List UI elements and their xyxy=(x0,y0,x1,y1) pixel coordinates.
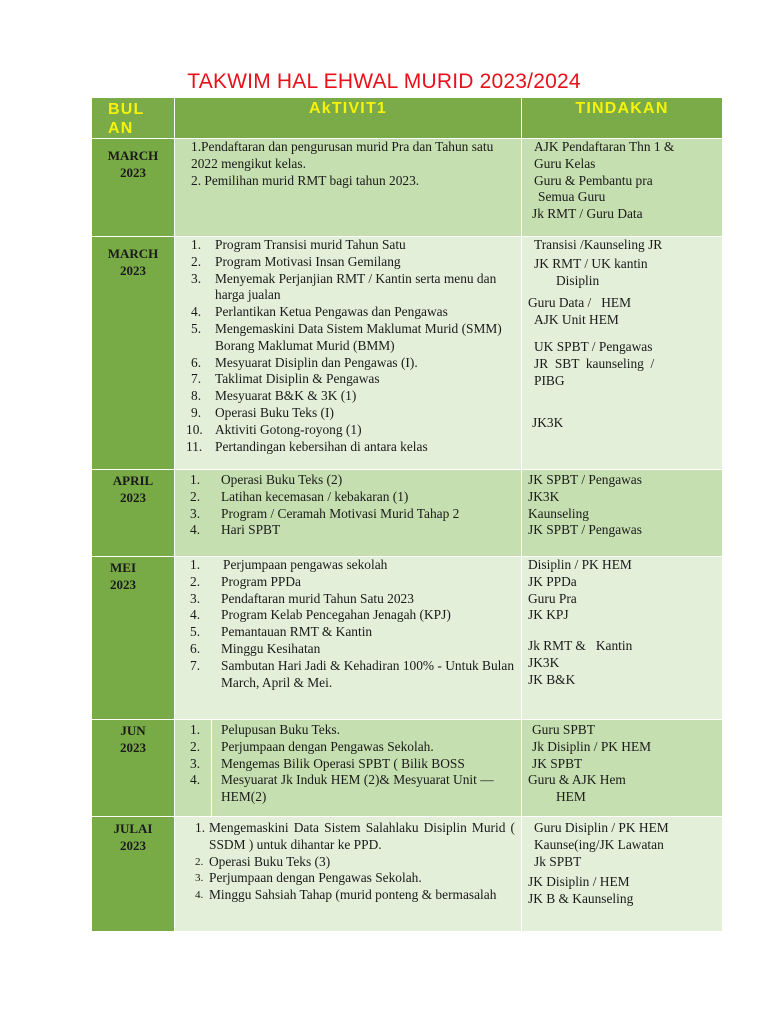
list-item: 5. Pemantauan RMT & Kantin xyxy=(190,624,373,640)
action-item: JK3K xyxy=(528,654,560,670)
list-item: 4. Mesyuarat Jk Induk HEM (2)& Mesyuarat Unit — HEM(2) xyxy=(190,772,494,805)
action-item: Semua Guru xyxy=(538,189,606,205)
list-item: 11. Pertandingan kebersihan di antara kelas xyxy=(186,438,428,454)
list-item: 2. Pemilihan murid RMT bagi tahun 2023. xyxy=(191,172,420,188)
month-name: JUN xyxy=(120,723,146,738)
list-item: 4. Hari SPBT xyxy=(190,522,281,538)
list-item: 4. Program Kelab Pencegahan Jenagah (KPJ) xyxy=(190,607,451,623)
action-item: Guru Pra xyxy=(528,590,577,606)
document-title: TAKWIM HAL EHWAL MURID 2023/2024 xyxy=(187,70,581,93)
list-item: 4. Minggu Sahsiah Tahap (murid ponteng & bermasalah xyxy=(195,887,497,903)
action-item: Jk Disiplin / PK HEM xyxy=(532,738,652,754)
action-item: JK KPJ xyxy=(528,607,569,623)
activity-cell xyxy=(175,557,522,720)
month-name: APRIL xyxy=(112,473,154,488)
list-item: 10. Aktiviti Gotong-royong (1) xyxy=(186,421,362,437)
list-item: 2. Perjumpaan dengan Pengawas Sekolah. xyxy=(190,738,434,754)
list-item: 2. Operasi Buku Teks (3) xyxy=(195,853,331,869)
month-year: 2023 xyxy=(120,838,146,853)
table-header-row xyxy=(92,98,723,139)
month-cell xyxy=(92,139,175,237)
action-item: Jk RMT / Guru Data xyxy=(532,206,643,222)
action-cell xyxy=(522,720,723,817)
action-item: JK B & Kaunseling xyxy=(528,891,634,907)
month-name: JULAI xyxy=(113,821,153,836)
action-item: JK B&K xyxy=(528,671,576,687)
month-name: MARCH xyxy=(107,148,159,163)
month-year: 2023 xyxy=(120,740,146,755)
table-row xyxy=(92,817,723,932)
activity-cell xyxy=(175,817,522,932)
action-cell xyxy=(522,557,723,720)
action-item: Disiplin xyxy=(556,272,600,288)
list-item: 2. Program PPDa xyxy=(190,573,301,589)
list-item: 5. Mengemaskini Data Sistem Maklumat Murid (SMM) Borang Maklumat Murid (BMM) xyxy=(191,320,502,353)
activity-cell xyxy=(175,139,522,237)
header-month: BULAN xyxy=(92,98,175,139)
list-item: 4. Perlantikan Ketua Pengawas dan Pengawas xyxy=(191,304,448,320)
month-year: 2023 xyxy=(120,490,146,505)
table-row xyxy=(92,720,723,817)
action-cell xyxy=(522,470,723,557)
action-item: UK SPBT / Pengawas xyxy=(534,338,653,354)
month-cell xyxy=(92,470,175,557)
list-item: 3. Program / Ceramah Motivasi Murid Tahap 2 xyxy=(190,505,460,521)
month-name: MARCH xyxy=(107,246,159,261)
header-action: TINDAKAN xyxy=(522,98,723,139)
action-item: JK SPBT / Pengawas xyxy=(528,472,642,487)
list-item: 7. Sambutan Hari Jadi & Kehadiran 100% - Untuk Bulan March, April & Mei. xyxy=(190,657,515,690)
month-name: MEI xyxy=(110,560,136,575)
action-item: AJK Unit HEM xyxy=(534,312,619,328)
month-year: 2023 xyxy=(110,577,136,592)
action-item: Guru Disiplin / PK HEM xyxy=(534,820,669,835)
table-row xyxy=(92,557,723,720)
action-item: JK3K xyxy=(528,488,560,504)
activity-cell xyxy=(175,720,522,817)
activity-cell xyxy=(175,237,522,470)
action-item: AJK Pendaftaran Thn 1 & xyxy=(534,139,675,154)
table-row xyxy=(92,470,723,557)
table-row xyxy=(92,139,723,237)
list-item: 2. Latihan kecemasan / kebakaran (1) xyxy=(190,488,409,504)
list-item: 1.Pendaftaran dan pengurusan murid Pra dan Tahun satu 2022 mengikut kelas. xyxy=(191,139,494,171)
action-item: Kaunse(ing/JK Lawatan xyxy=(534,836,664,852)
table-row xyxy=(92,237,723,470)
month-cell xyxy=(92,557,175,720)
list-item: 6. Mesyuarat Disiplin dan Pengawas (I). xyxy=(191,354,418,370)
action-item: JK Disiplin / HEM xyxy=(528,874,630,890)
list-item: 1. Pelupusan Buku Teks. xyxy=(190,722,340,737)
month-cell xyxy=(92,817,175,932)
list-item: 9. Operasi Buku Teks (I) xyxy=(191,404,334,420)
action-item: HEM xyxy=(556,789,586,805)
month-cell xyxy=(92,720,175,817)
action-item: JK SPBT / Pengawas xyxy=(528,522,642,538)
action-item: Jk SPBT xyxy=(534,853,582,869)
header-activity: AkTIVIT1 xyxy=(175,98,522,139)
list-item: 1. Mengemaskini Data Sistem Salahlaku Disiplin Murid ( SSDM ) untuk dihantar ke PPD. xyxy=(195,820,515,852)
action-item: Disiplin / PK HEM xyxy=(528,557,632,572)
list-item: 3. Perjumpaan dengan Pengawas Sekolah. xyxy=(195,870,422,886)
action-item: Guru SPBT xyxy=(532,722,595,737)
action-item: JK SPBT xyxy=(532,755,583,771)
action-item: JK3K xyxy=(532,415,564,431)
month-year: 2023 xyxy=(120,165,146,180)
action-item: PIBG xyxy=(534,372,565,388)
list-item: 3. Pendaftaran murid Tahun Satu 2023 xyxy=(190,590,414,606)
list-item: 2. Program Motivasi Insan Gemilang xyxy=(191,253,401,269)
list-item: 1. Program Transisi murid Tahun Satu xyxy=(191,237,406,252)
action-item: JK RMT / UK kantin xyxy=(534,255,648,271)
list-item: 1. Operasi Buku Teks (2) xyxy=(190,472,343,487)
action-item: Guru Kelas xyxy=(534,155,596,171)
action-item: Kaunseling xyxy=(528,505,589,521)
action-item: JK PPDa xyxy=(528,573,577,589)
month-year: 2023 xyxy=(120,263,146,278)
action-item: Guru & Pembantu pra xyxy=(534,172,653,188)
action-cell xyxy=(522,237,723,470)
action-item: Transisi /Kaunseling JR xyxy=(534,237,663,252)
action-item: Guru Data / HEM xyxy=(528,295,632,311)
activity-cell xyxy=(175,470,522,557)
action-cell xyxy=(522,817,723,932)
month-cell xyxy=(92,237,175,470)
list-item: 8. Mesyuarat B&K & 3K (1) xyxy=(191,388,357,404)
schedule-table xyxy=(91,97,723,932)
action-item: Guru & AJK Hem xyxy=(528,772,626,788)
list-item: 3. Mengemas Bilik Operasi SPBT ( Bilik BOSS xyxy=(190,755,465,771)
list-item: 1. Perjumpaan pengawas sekolah xyxy=(190,557,388,572)
action-item: JR SBT kaunseling / xyxy=(534,355,655,371)
list-item: 6. Minggu Kesihatan xyxy=(190,640,321,656)
action-cell xyxy=(522,139,723,237)
list-item: 7. Taklimat Disiplin & Pengawas xyxy=(191,371,380,387)
action-item: Jk RMT & Kantin xyxy=(528,638,633,654)
list-item: 3. Menyemak Perjanjian RMT / Kantin serta menu dan harga jualan xyxy=(191,270,497,303)
